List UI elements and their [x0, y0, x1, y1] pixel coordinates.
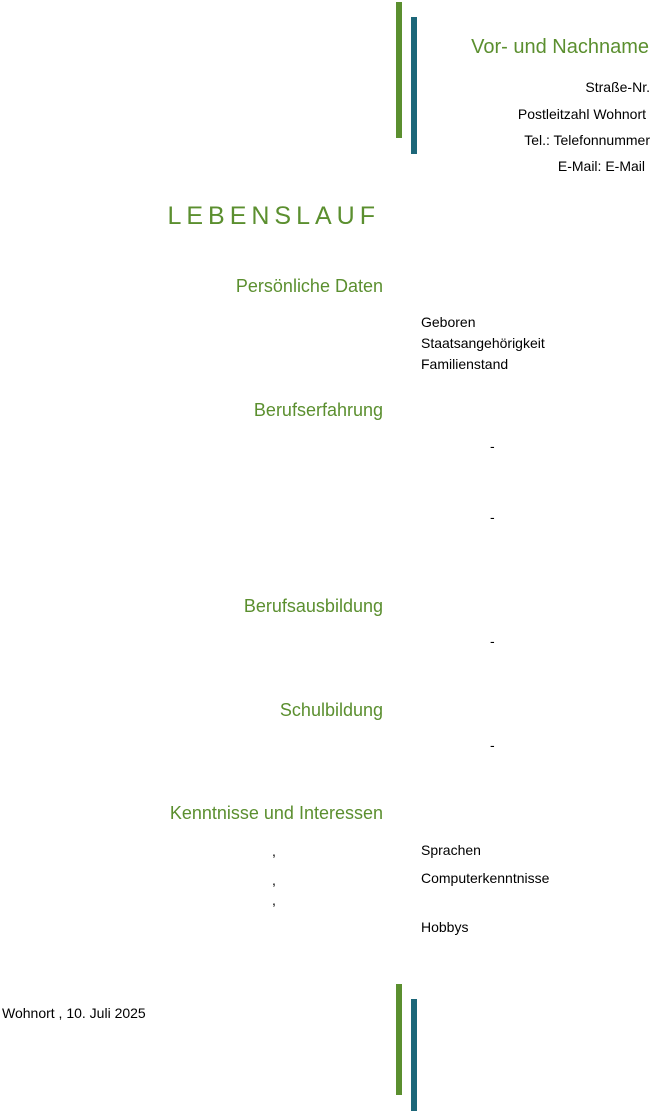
section-heading-school[interactable]: Schulbildung [279, 700, 383, 720]
applicant-name[interactable]: Vor- und Nachname [471, 36, 649, 58]
field-languages[interactable]: Sprachen [421, 842, 481, 858]
skills-separator: , [272, 872, 276, 888]
field-hobbies[interactable]: Hobbys [421, 919, 469, 935]
skills-separator: , [272, 892, 276, 908]
accent-bar-top-green [396, 2, 402, 138]
field-computer-skills[interactable]: Computerkenntnisse [421, 870, 550, 886]
document-title[interactable]: LEBENSLAUF [167, 202, 380, 230]
section-heading-training[interactable]: Berufsausbildung [243, 596, 383, 616]
accent-bar-top-blue [411, 17, 417, 154]
place-and-date[interactable]: Wohnort , 10. Juli 2025 [2, 1005, 146, 1021]
accent-bar-bottom-blue [411, 999, 417, 1111]
accent-bar-bottom-green [396, 984, 402, 1095]
address-street[interactable]: Straße-Nr. [585, 79, 650, 95]
field-born[interactable]: Geboren [421, 314, 476, 330]
email-address[interactable]: E-Mail: E-Mail [557, 158, 645, 174]
section-heading-skills[interactable]: Kenntnisse und Interessen [169, 803, 383, 823]
section-heading-work[interactable]: Berufserfahrung [253, 400, 383, 420]
school-entry-placeholder[interactable]: - [490, 737, 495, 753]
field-marital-status[interactable]: Familienstand [421, 356, 509, 372]
phone-number[interactable]: Tel.: Telefonnummer [524, 132, 650, 148]
section-heading-personal[interactable]: Persönliche Daten [235, 276, 383, 296]
address-city[interactable]: Postleitzahl Wohnort [517, 106, 646, 122]
skills-separator: , [272, 843, 276, 859]
work-entry-placeholder[interactable]: - [490, 438, 495, 454]
field-nationality[interactable]: Staatsangehörigkeit [421, 335, 545, 351]
work-entry-placeholder[interactable]: - [490, 509, 495, 525]
training-entry-placeholder[interactable]: - [490, 633, 495, 649]
